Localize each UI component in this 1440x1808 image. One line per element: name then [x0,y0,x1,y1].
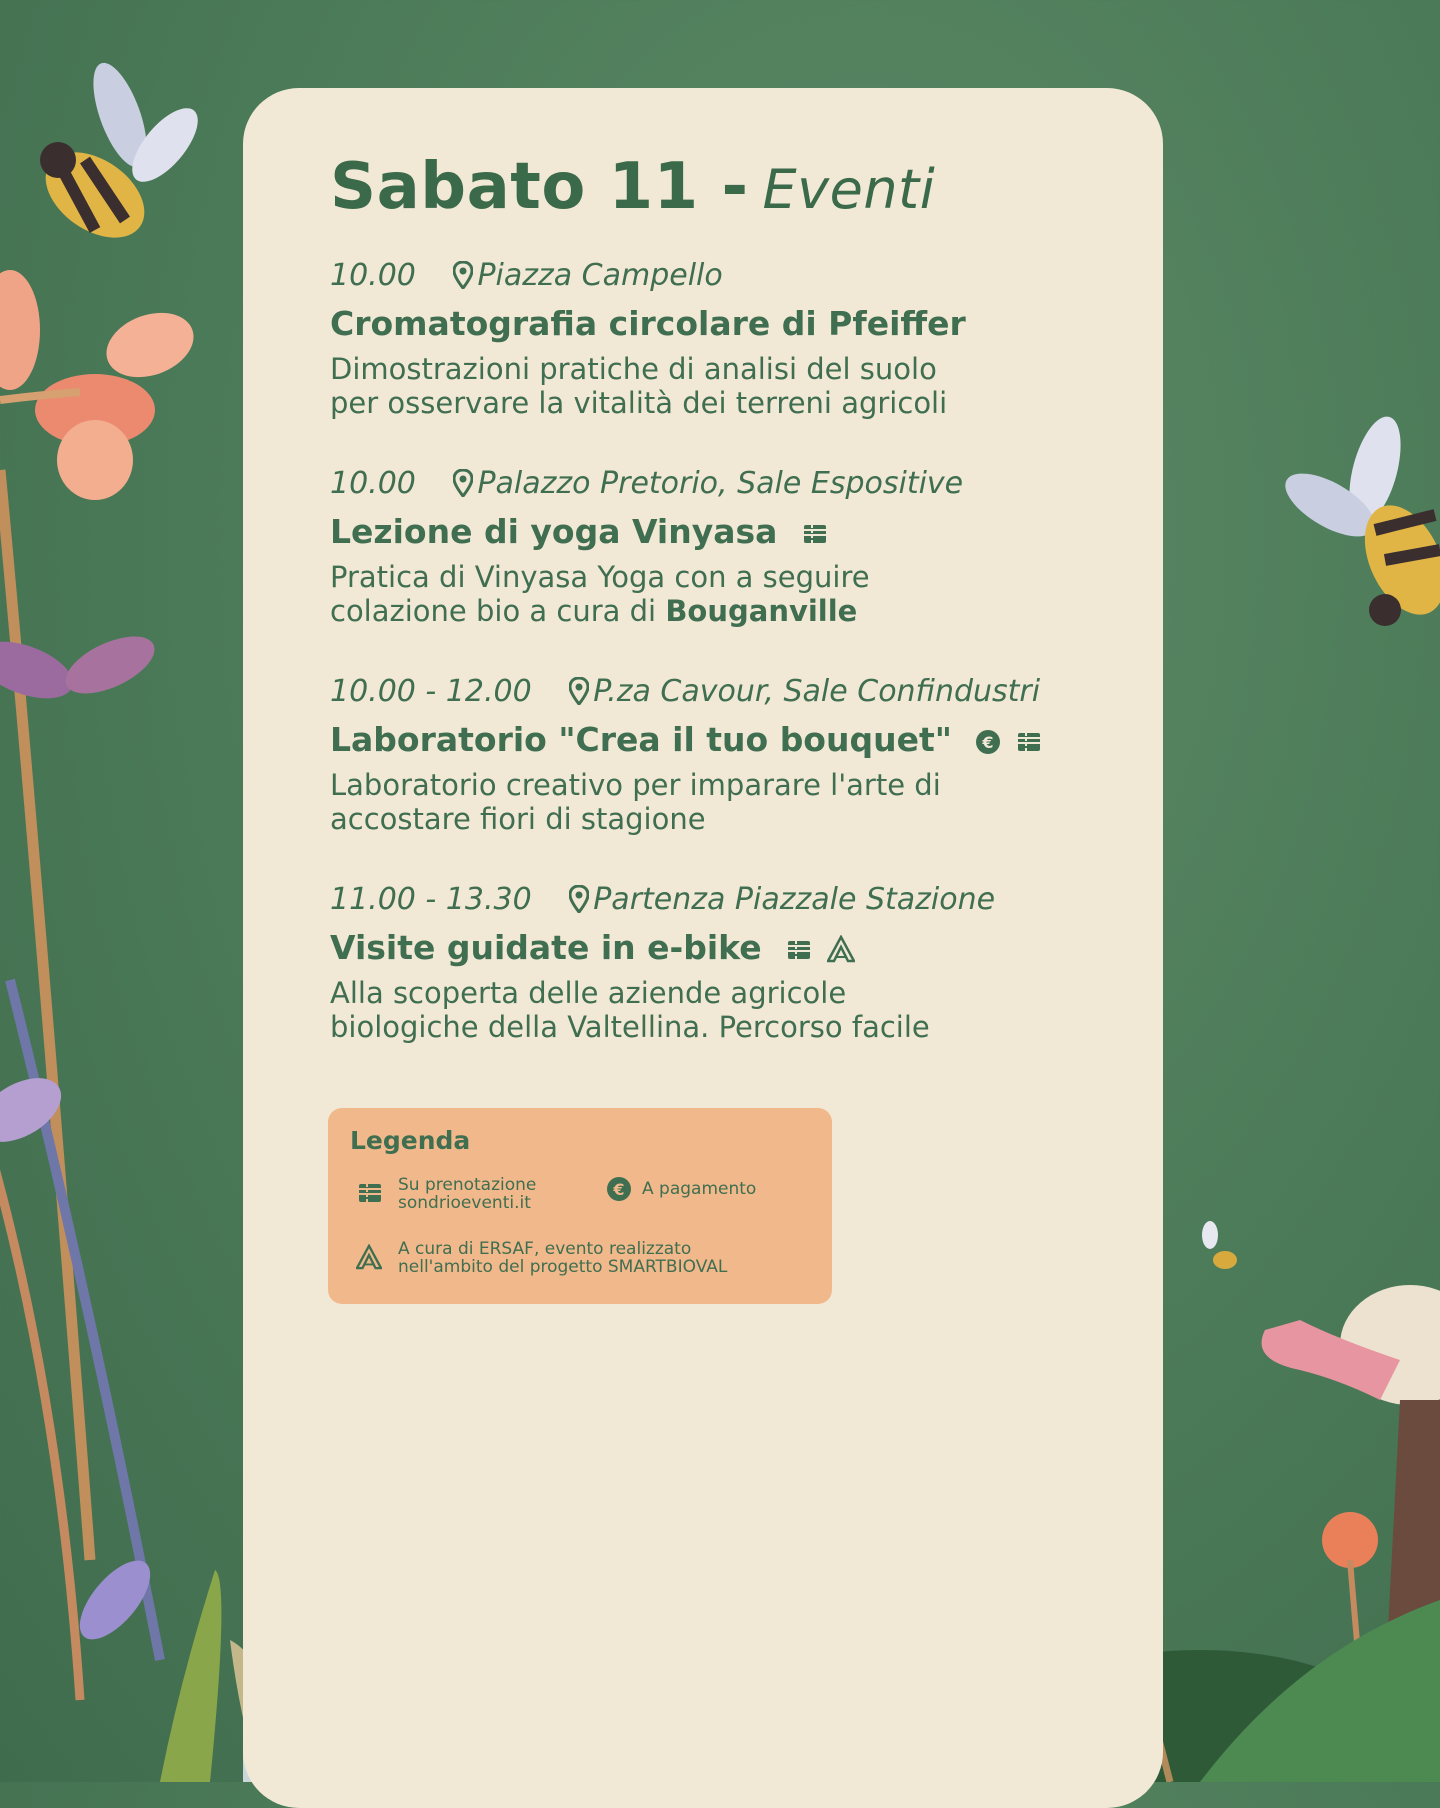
ersaf-mountain-icon [356,1244,382,1270]
description-text: colazione bio a cura di [330,594,666,628]
ersaf-mountain-icon [827,935,855,963]
legend-paid-text: A pagamento [642,1179,757,1199]
event-time: 10.00 - 12.00 [330,674,532,709]
event-meta [330,880,1130,920]
location-pin-icon [569,677,589,705]
event-time: 10.00 [330,258,416,293]
description-line: biologiche della Valtellina. Percorso facile [330,1010,930,1044]
legend-title: Legenda [350,1126,471,1155]
partner-name: Bouganville [665,594,858,628]
legend-booking-site: sondrioeventi.it [398,1193,531,1213]
legend-item-booking [356,1176,586,1212]
event-description [330,976,1130,1044]
title-events: Eventi [762,158,936,221]
location-pin-icon [453,261,473,289]
bee-illustration-top [30,56,209,255]
event-meta [330,672,1130,712]
svg-text:€: € [982,733,995,752]
bee-illustration-small [1202,1221,1237,1269]
description-line: Dimostrazioni pratiche di analisi del suolo [330,352,937,386]
location-pin-icon [453,469,473,497]
event-time: 11.00 - 13.30 [330,882,532,917]
euro-coin-icon [606,1176,632,1202]
event-place: P.za Cavour, Sale Confindustri [593,674,1041,709]
ticket-booking-icon [1015,729,1043,755]
description-line: Alla scoperta delle aziende agricole [330,976,847,1010]
description-line: Pratica di Vinyasa Yoga con a seguire [330,560,870,594]
legend-box [328,1108,832,1304]
event-place: Partenza Piazzale Stazione [593,882,996,917]
bee-illustration-right [1276,411,1440,627]
event-item [330,464,1130,628]
event-item [330,672,1130,836]
legend-item-paid [606,1176,816,1202]
event-title-row [330,508,1130,556]
description-line: accostare fiori di stagione [330,802,706,836]
event-meta [330,256,1130,296]
event-item [330,880,1130,1044]
event-title: Visite guidate in e-bike [330,928,762,967]
location-pin-icon [569,885,589,913]
legend-booking-text: Su prenotazione [398,1175,537,1195]
event-place: Palazzo Pretorio, Sale Espositive [477,466,964,501]
event-title: Lezione di yoga Vinyasa [330,512,778,551]
event-description [330,560,1130,628]
event-title-row [330,924,1130,972]
event-time: 10.00 [330,466,416,501]
event-item [330,256,1130,420]
event-title: Cromatografia circolare di Pfeiffer [330,304,966,343]
ticket-booking-icon [785,937,813,963]
description-line [330,594,1130,628]
description-line: Laboratorio creativo per imparare l'arte di [330,768,941,802]
salmon-flower-illustration [0,270,203,500]
event-title: Laboratorio "Crea il tuo bouquet" [330,720,952,759]
event-meta [330,464,1130,504]
ticket-booking-icon [356,1180,384,1206]
ticket-booking-icon [801,521,829,547]
description-line: per osservare la vitalità dei terreni agricoli [330,386,948,420]
title-day: Sabato 11 - [330,150,749,224]
legend-ersaf-text: A cura di ERSAF, evento realizzato [398,1239,692,1259]
legend-item-ersaf [356,1240,816,1276]
event-place: Piazza Campello [477,258,723,293]
page-title [330,150,935,224]
event-description [330,768,1130,836]
euro-coin-icon [975,729,1001,755]
event-description [330,352,1130,420]
event-title-row [330,716,1130,764]
legend-ersaf-project: nell'ambito del progetto SMARTBIOVAL [398,1257,728,1277]
svg-text:€: € [613,1180,625,1199]
